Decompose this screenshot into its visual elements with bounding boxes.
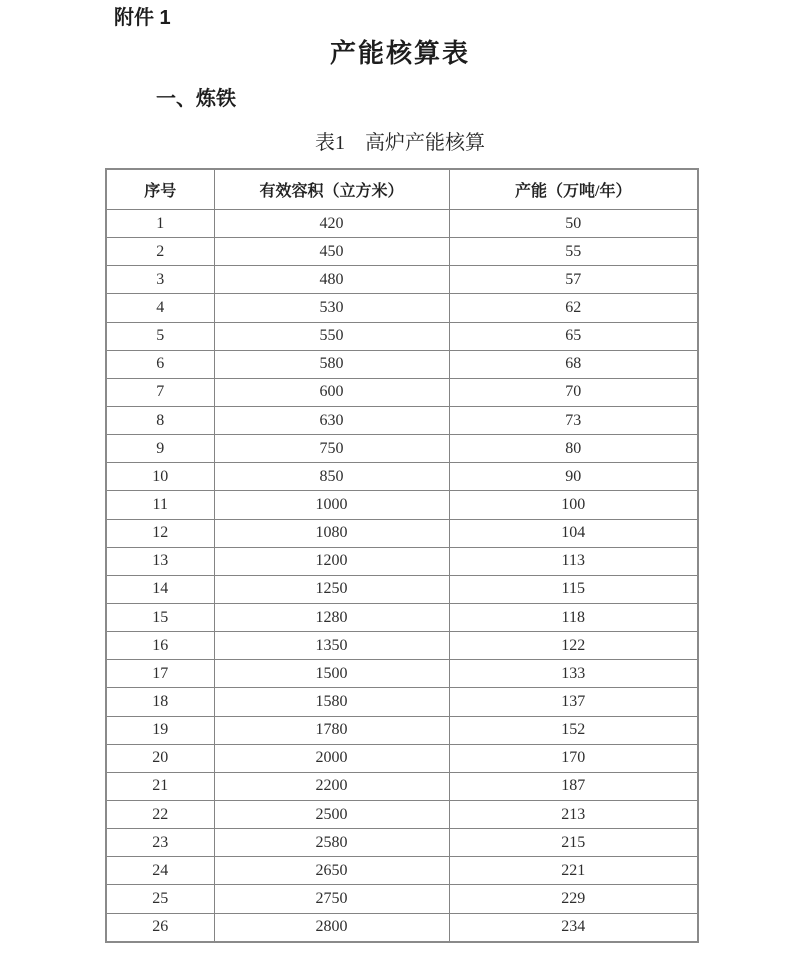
table-cell: 26 <box>106 913 214 942</box>
table-row <box>106 857 698 885</box>
table-cell: 73 <box>449 406 698 434</box>
table-cell: 1780 <box>214 716 449 744</box>
blast-furnace-capacity-table <box>105 168 699 943</box>
table-row <box>106 491 698 519</box>
table-cell: 23 <box>106 829 214 857</box>
table-cell: 16 <box>106 632 214 660</box>
table-cell: 4 <box>106 294 214 322</box>
table-cell: 2750 <box>214 885 449 913</box>
table-cell: 1080 <box>214 519 449 547</box>
table-row <box>106 519 698 547</box>
table-cell: 1250 <box>214 575 449 603</box>
table-cell: 18 <box>106 688 214 716</box>
table-cell: 7 <box>106 378 214 406</box>
table-cell: 1200 <box>214 547 449 575</box>
table-cell: 68 <box>449 350 698 378</box>
section-heading-ironmaking: 一、炼铁 <box>156 88 236 110</box>
table-cell: 2580 <box>214 829 449 857</box>
table-cell: 2 <box>106 238 214 266</box>
table-cell: 2200 <box>214 772 449 800</box>
table-row <box>106 406 698 434</box>
table-cell: 9 <box>106 435 214 463</box>
table-cell: 750 <box>214 435 449 463</box>
table-row <box>106 266 698 294</box>
table-cell: 5 <box>106 322 214 350</box>
table-cell: 11 <box>106 491 214 519</box>
table-row <box>106 210 698 238</box>
table-cell: 480 <box>214 266 449 294</box>
table-row <box>106 716 698 744</box>
table-row <box>106 800 698 828</box>
table-header-row <box>106 169 698 210</box>
table-cell: 57 <box>449 266 698 294</box>
table-cell: 55 <box>449 238 698 266</box>
table-caption: 表1 高炉产能核算 <box>315 132 485 154</box>
table-cell: 450 <box>214 238 449 266</box>
table-cell: 2800 <box>214 913 449 942</box>
table-cell: 1280 <box>214 603 449 631</box>
table-row <box>106 294 698 322</box>
table-row <box>106 688 698 716</box>
table-cell: 22 <box>106 800 214 828</box>
table-cell: 1500 <box>214 660 449 688</box>
table-cell: 25 <box>106 885 214 913</box>
table-row <box>106 378 698 406</box>
table-cell: 122 <box>449 632 698 660</box>
table-row <box>106 829 698 857</box>
table-row <box>106 603 698 631</box>
table-cell: 20 <box>106 744 214 772</box>
table-row <box>106 463 698 491</box>
table-cell: 62 <box>449 294 698 322</box>
table-cell: 133 <box>449 660 698 688</box>
table-cell: 1000 <box>214 491 449 519</box>
table-row <box>106 913 698 942</box>
table-row <box>106 885 698 913</box>
table-row <box>106 744 698 772</box>
table-cell: 12 <box>106 519 214 547</box>
table-cell: 21 <box>106 772 214 800</box>
table-cell: 530 <box>214 294 449 322</box>
table-cell: 420 <box>214 210 449 238</box>
table-cell: 1 <box>106 210 214 238</box>
table-cell: 215 <box>449 829 698 857</box>
table-row <box>106 435 698 463</box>
table-row <box>106 660 698 688</box>
table-cell: 850 <box>214 463 449 491</box>
table-row <box>106 350 698 378</box>
table-cell: 65 <box>449 322 698 350</box>
table-row <box>106 547 698 575</box>
table-cell: 80 <box>449 435 698 463</box>
table-row <box>106 632 698 660</box>
table-cell: 580 <box>214 350 449 378</box>
table-cell: 113 <box>449 547 698 575</box>
table-cell: 19 <box>106 716 214 744</box>
table-cell: 2650 <box>214 857 449 885</box>
table-cell: 630 <box>214 406 449 434</box>
table-cell: 221 <box>449 857 698 885</box>
attachment-label: 附件 1 <box>114 7 171 29</box>
table-cell: 118 <box>449 603 698 631</box>
table-cell: 14 <box>106 575 214 603</box>
table-cell: 70 <box>449 378 698 406</box>
table-cell: 170 <box>449 744 698 772</box>
table-row <box>106 322 698 350</box>
table-row <box>106 575 698 603</box>
table-cell: 100 <box>449 491 698 519</box>
document-title: 产能核算表 <box>329 39 470 68</box>
table-row <box>106 238 698 266</box>
table-cell: 234 <box>449 913 698 942</box>
table-cell: 17 <box>106 660 214 688</box>
table-cell: 24 <box>106 857 214 885</box>
table-cell: 6 <box>106 350 214 378</box>
table-cell: 152 <box>449 716 698 744</box>
table-cell: 15 <box>106 603 214 631</box>
table-cell: 229 <box>449 885 698 913</box>
table-cell: 10 <box>106 463 214 491</box>
table-cell: 213 <box>449 800 698 828</box>
table-cell: 2000 <box>214 744 449 772</box>
table-cell: 13 <box>106 547 214 575</box>
table-cell: 187 <box>449 772 698 800</box>
table-cell: 115 <box>449 575 698 603</box>
table-cell: 1580 <box>214 688 449 716</box>
table-row <box>106 772 698 800</box>
table-cell: 1350 <box>214 632 449 660</box>
table-cell: 137 <box>449 688 698 716</box>
table-cell: 600 <box>214 378 449 406</box>
table-cell: 550 <box>214 322 449 350</box>
table-cell: 3 <box>106 266 214 294</box>
table-cell: 50 <box>449 210 698 238</box>
table-cell: 8 <box>106 406 214 434</box>
column-header: 序号 <box>106 169 214 210</box>
table-cell: 104 <box>449 519 698 547</box>
column-header: 产能（万吨/年） <box>449 169 698 210</box>
column-header: 有效容积（立方米） <box>214 169 449 210</box>
table-cell: 2500 <box>214 800 449 828</box>
table-cell: 90 <box>449 463 698 491</box>
